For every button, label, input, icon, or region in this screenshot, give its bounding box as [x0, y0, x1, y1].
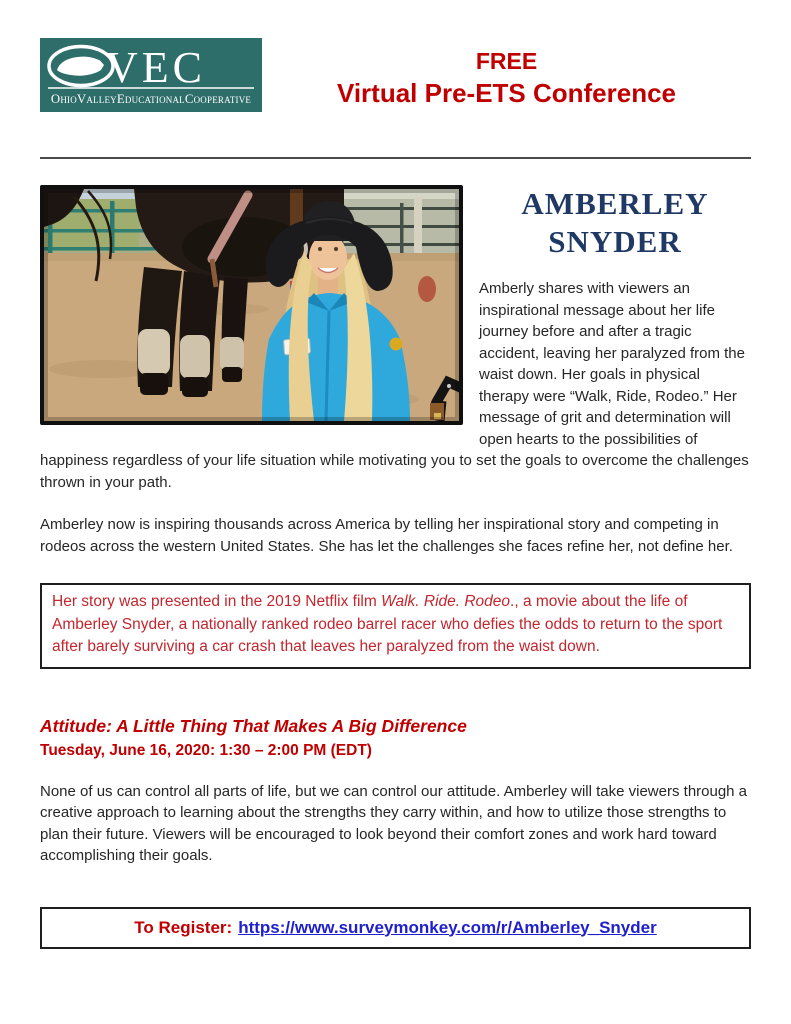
bio-paragraph-2: Amberley now is inspiring thousands across America by telling her inspirational story and competing in rodeos across the western United States. She has let the challenges she faces refine her, not define her. — [40, 516, 733, 555]
register-link[interactable]: https://www.surveymonkey.com/r/Amberley_Snyder — [238, 917, 657, 937]
logo-letters: VEC — [106, 43, 206, 92]
film-title: Walk. Ride. Rodeo — [381, 593, 511, 610]
shoulder-patch — [390, 338, 403, 351]
speaker-photo-illustration — [44, 189, 459, 421]
register-label: To Register: — [134, 917, 233, 937]
logo-subtitle: OhioValleyEducationalCooperative — [50, 92, 252, 106]
horizontal-divider — [40, 157, 751, 159]
registration-box — [40, 907, 751, 949]
film-text-post: ., a movie about the life of Amberley Snyder, a nationally ranked rodeo barrel racer who defies the odds to return to the sport after barely surviving a car crash that leaves her paralyzed from the waist down. — [52, 593, 723, 655]
speaker-last-name: SNYDER — [548, 224, 682, 259]
speaker-first-name: AMBERLEY — [521, 186, 709, 221]
main-content — [40, 185, 751, 949]
film-text-pre: Her story was presented in the 2019 Netflix film — [52, 593, 382, 610]
conference-title — [262, 38, 751, 110]
speaker-photo — [40, 185, 463, 425]
ovec-logo-graphic — [40, 38, 262, 112]
session-info — [40, 715, 751, 761]
session-description: None of us can control all parts of life, but we can control our attitude. Amberley will take viewers through a creative approach to learning about the strengths they carry within, and how to utilize those strengths to plan their future. Viewers will be encouraged to look beyond their comfort zones and work hard toward accomplishing their goals. — [40, 782, 748, 864]
header — [40, 38, 751, 112]
session-title: Attitude: A Little Thing That Makes A Big Difference — [40, 715, 467, 736]
ovec-logo — [40, 38, 262, 112]
conference-title-free: FREE — [475, 48, 538, 74]
netflix-film-callout — [40, 583, 751, 669]
conference-title-name: Virtual Pre-ETS Conference — [336, 78, 677, 108]
session-datetime: Tuesday, June 16, 2020: 1:30 – 2:00 PM (EDT) — [40, 741, 372, 759]
bio-paragraph-1: Amberly shares with viewers an inspirational message about her life journey before and after a tragic accident, leaving her paralyzed from the waist down. Her goals in physical therapy were “Walk, Ride, Rodeo.” Her message of grit and determination will open hearts to the possibilities of happiness regardless of your life situation while motivating you to set the goals to overcome the challenges thrown in your path. — [40, 280, 749, 491]
